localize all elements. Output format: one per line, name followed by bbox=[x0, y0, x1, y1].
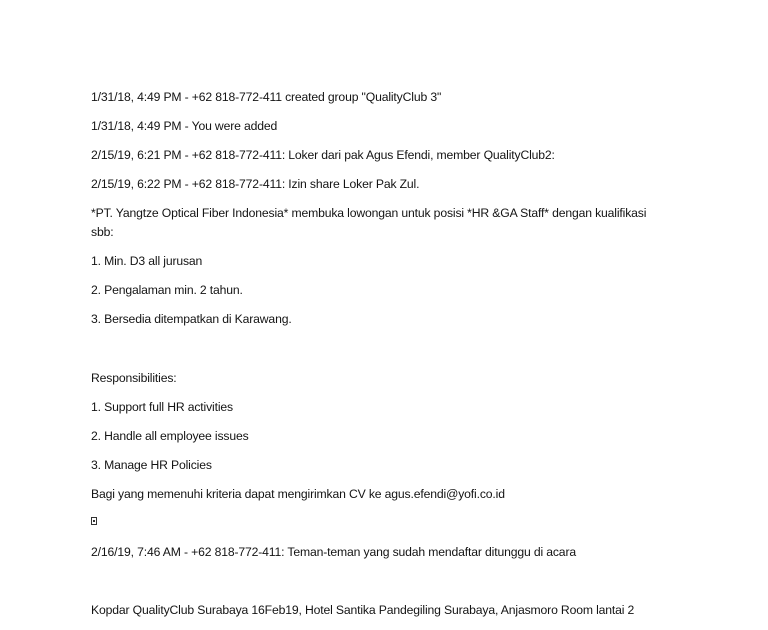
event-location-line: Kopdar QualityClub Surabaya 16Feb19, Hotel Santika Pandegiling Surabaya, Anjasmoro Room lantai 2 bbox=[91, 603, 635, 617]
qualification-item-1: 1. Min. D3 all jurusan bbox=[91, 254, 203, 268]
chat-line-you-were-added: 1/31/18, 4:49 PM - You were added bbox=[91, 119, 278, 133]
responsibility-item-3: 3. Manage HR Policies bbox=[91, 458, 212, 472]
job-announcement-paragraph: *PT. Yangtze Optical Fiber Indonesia* membuka lowongan untuk posisi *HR &GA Staff* dengan kualifikasi sbb: bbox=[91, 206, 647, 239]
chat-line-group-created: 1/31/18, 4:49 PM - +62 818-772-411 created group "QualityClub 3" bbox=[91, 90, 442, 104]
responsibility-item-1: 1. Support full HR activities bbox=[91, 400, 233, 414]
qualification-item-3: 3. Bersedia ditempatkan di Karawang. bbox=[91, 312, 292, 326]
cv-submission-line: Bagi yang memenuhi kriteria dapat mengirimkan CV ke agus.efendi@yofi.co.id bbox=[91, 487, 505, 501]
chat-line-loker-intro: 2/15/19, 6:21 PM - +62 818-772-411: Loker dari pak Agus Efendi, member QualityClub2: bbox=[91, 148, 555, 162]
responsibility-item-2: 2. Handle all employee issues bbox=[91, 429, 249, 443]
chat-line-izin-share: 2/15/19, 6:22 PM - +62 818-772-411: Izin share Loker Pak Zul. bbox=[91, 177, 420, 191]
missing-glyph-icon bbox=[91, 517, 97, 525]
qualification-item-2: 2. Pengalaman min. 2 tahun. bbox=[91, 283, 243, 297]
chat-line-event-reminder: 2/16/19, 7:46 AM - +62 818-772-411: Teman-teman yang sudah mendaftar ditunggu di acara bbox=[91, 545, 576, 559]
responsibilities-heading: Responsibilities: bbox=[91, 371, 177, 385]
